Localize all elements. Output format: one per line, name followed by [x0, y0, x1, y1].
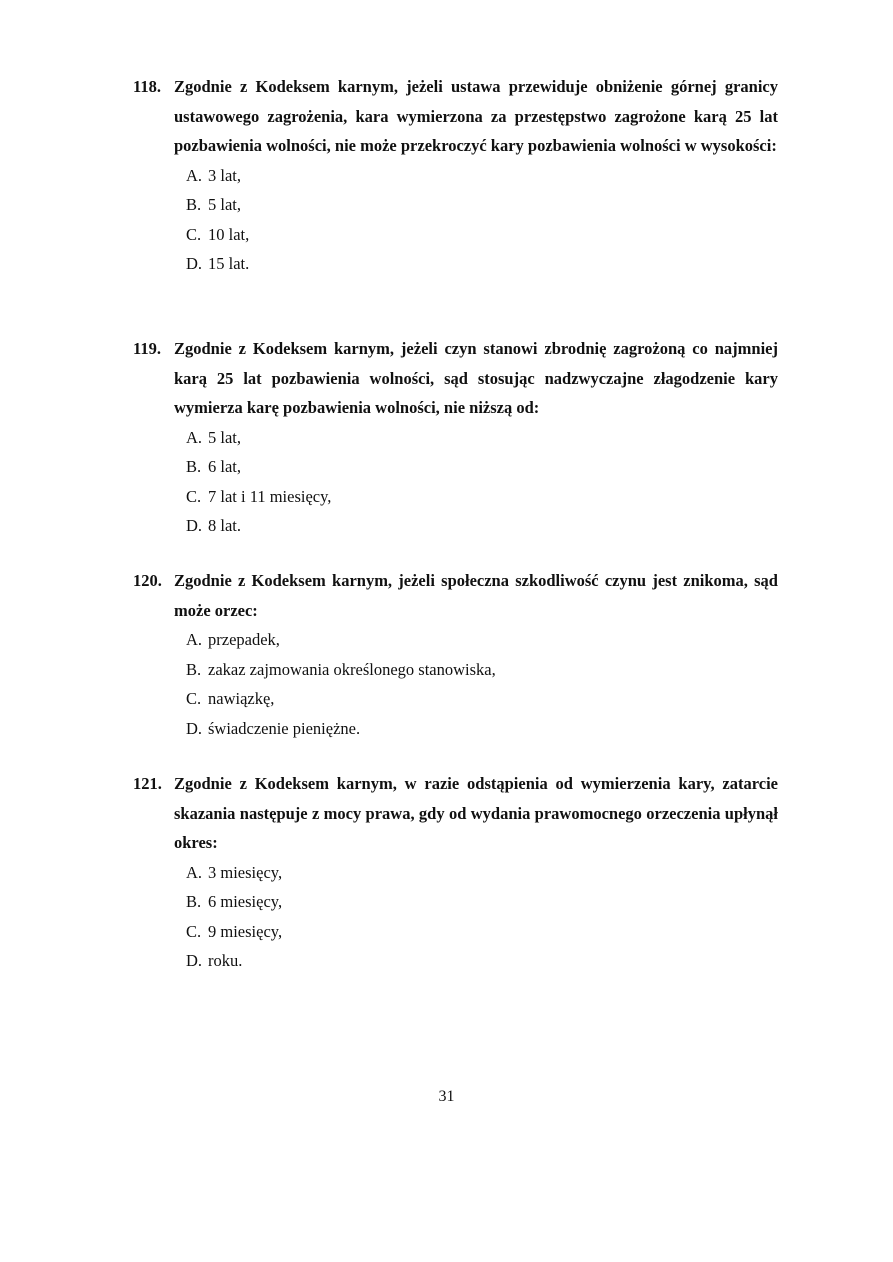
- question-119: [133, 334, 778, 541]
- option-letter: D.: [186, 718, 203, 738]
- option-text: zakaz zajmowania określonego stanowiska,: [208, 659, 496, 679]
- answer-option[interactable]: [186, 220, 778, 250]
- option-text: świadczenie pieniężne.: [208, 718, 361, 738]
- option-text: 3 miesięcy,: [208, 862, 283, 882]
- answer-option[interactable]: [186, 684, 778, 714]
- option-text: 7 lat i 11 miesięcy,: [208, 486, 332, 506]
- option-letter: A.: [186, 862, 203, 882]
- option-text: 5 lat,: [208, 195, 241, 214]
- option-text: 6 lat,: [208, 457, 241, 476]
- page-number: 31: [438, 1088, 455, 1105]
- question-number: 121.: [133, 774, 162, 793]
- option-letter: D.: [186, 516, 203, 535]
- option-letter: A.: [186, 427, 203, 447]
- option-letter: B.: [186, 195, 202, 214]
- answer-option[interactable]: [186, 946, 778, 976]
- option-letter: C.: [186, 921, 202, 941]
- question-text: Zgodnie z Kodeksem karnym, jeżeli czyn stanowi zbrodnię zagrożoną co najmniej karą 25 lat pozbawienia wolności, sąd stosując nadzwyczajne złagodzenie kary wymierza karę pozbawienia wolności, nie niższą od:: [174, 339, 778, 417]
- option-letter: C.: [186, 689, 202, 708]
- answer-options: [186, 423, 778, 541]
- answer-option[interactable]: [186, 714, 778, 744]
- answer-options: [186, 858, 778, 976]
- question-118: [133, 72, 778, 279]
- question-text: Zgodnie z Kodeksem karnym, jeżeli społeczna szkodliwość czynu jest znikoma, sąd może orzec:: [174, 571, 778, 620]
- option-letter: B.: [186, 457, 202, 476]
- answer-option[interactable]: [186, 161, 778, 191]
- answer-option[interactable]: [186, 452, 778, 482]
- option-text: 9 miesięcy,: [208, 921, 283, 941]
- option-letter: C.: [186, 486, 202, 506]
- question-number: 119.: [133, 339, 161, 358]
- answer-option[interactable]: [186, 249, 778, 279]
- option-text: 8 lat.: [208, 516, 241, 535]
- answer-option[interactable]: [186, 423, 778, 453]
- answer-options: [186, 625, 778, 743]
- answer-option[interactable]: [186, 858, 778, 888]
- option-letter: D.: [186, 951, 203, 970]
- question-120: [133, 566, 778, 743]
- option-text: 15 lat.: [208, 254, 250, 273]
- question-121: [133, 769, 778, 976]
- answer-options: [186, 161, 778, 279]
- option-letter: B.: [186, 659, 202, 679]
- option-text: 10 lat,: [208, 224, 250, 244]
- option-text: roku.: [208, 951, 243, 970]
- option-letter: D.: [186, 254, 203, 273]
- option-letter: A.: [186, 165, 203, 185]
- answer-option[interactable]: [186, 917, 778, 947]
- option-text: 3 lat,: [208, 165, 241, 185]
- option-text: nawiązkę,: [208, 689, 275, 708]
- option-text: 5 lat,: [208, 427, 241, 447]
- answer-option[interactable]: [186, 887, 778, 917]
- option-letter: A.: [186, 630, 203, 649]
- answer-option[interactable]: [186, 190, 778, 220]
- question-text: Zgodnie z Kodeksem karnym, jeżeli ustawa przewiduje obniżenie górnej granicy ustawowego zagrożenia, kara wymierzona za przestępstwo zagrożone karą 25 lat pozbawienia wolności, nie może przekroczyć kary pozbawienia wolności w wysokości:: [174, 77, 778, 155]
- question-number: 118.: [133, 77, 161, 96]
- option-letter: B.: [186, 892, 202, 911]
- answer-option[interactable]: [186, 625, 778, 655]
- option-text: przepadek,: [208, 630, 280, 649]
- question-text: Zgodnie z Kodeksem karnym, w razie odstąpienia od wymierzenia kary, zatarcie skazania następuje z mocy prawa, gdy od wydania prawomocnego orzeczenia upłynął okres:: [174, 774, 778, 852]
- answer-option[interactable]: [186, 511, 778, 541]
- answer-option[interactable]: [186, 655, 778, 685]
- option-text: 6 miesięcy,: [208, 892, 283, 911]
- answer-option[interactable]: [186, 482, 778, 512]
- question-number: 120.: [133, 571, 162, 590]
- option-letter: C.: [186, 224, 202, 244]
